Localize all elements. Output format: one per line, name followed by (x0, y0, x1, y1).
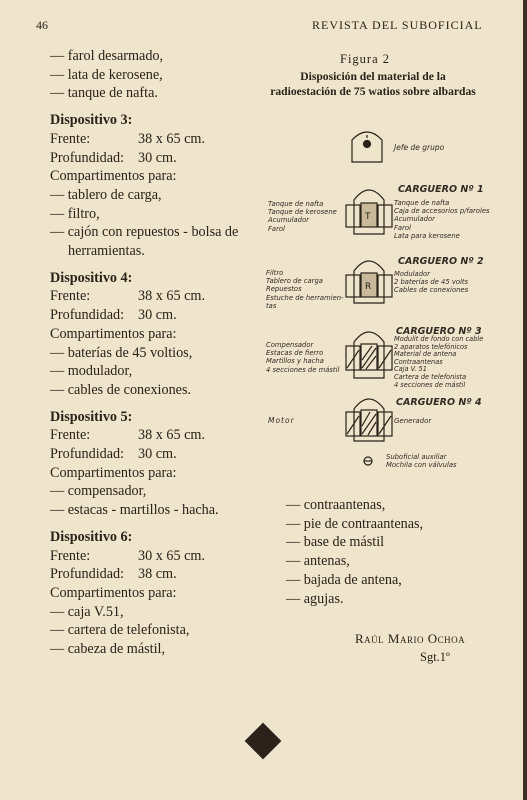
label-line: Caja V. 51 (394, 365, 427, 374)
label-line: Mochila con válvulas (386, 461, 457, 470)
label-line: tas (266, 301, 277, 310)
label-line: Caja de accesorios p/faroles (394, 207, 490, 216)
section-title: Dispositivo 5: (50, 408, 133, 425)
section-title: Dispositivo 3: (50, 112, 133, 129)
label-line: Acumulador (268, 216, 309, 225)
list-item: — estacas - martillos - hacha. (50, 502, 219, 519)
list-item: — cajón con repuestos - bolsa de (50, 224, 239, 241)
label-line: Suboficial auxiliar (386, 453, 447, 461)
carguero-3-title: CARGUERO Nº 3 (396, 326, 482, 337)
jefe-marker (364, 141, 371, 148)
list-item: — caja V.51, (50, 603, 124, 620)
list-item: — cartera de telefonista, (50, 622, 190, 639)
label-line: Farol (394, 223, 411, 232)
spec-label: Profundidad: (50, 307, 125, 324)
spec-value: 30 x 65 cm. (138, 547, 205, 564)
spec-label: Frente: (50, 288, 91, 305)
label-line: Compensador (266, 341, 314, 349)
label-line: Tanque de nafta (394, 199, 450, 207)
spec-value: 38 x 65 cm. (138, 130, 205, 147)
compartments-label: Compartimentos para: (50, 584, 177, 601)
label-line: Modulador (394, 270, 430, 278)
page-number: 46 (36, 18, 48, 32)
section-title: Dispositivo 4: (50, 269, 133, 286)
running-title: REVISTA DEL SUBOFICIAL (312, 18, 483, 32)
carguero-2-title: CARGUERO Nº 2 (398, 256, 484, 267)
label-line: Modulit de fondo con cable (394, 335, 484, 343)
spec-value: 38 x 65 cm. (138, 427, 205, 444)
label-line: Acumulador (394, 215, 435, 224)
list-item: — filtro, (50, 205, 100, 222)
spec-label: Profundidad: (50, 446, 125, 463)
spec-value: 30 cm. (138, 149, 177, 166)
label-line: Farol (268, 224, 285, 233)
label-line: Estuche de herramien- (266, 293, 344, 302)
carguero-4-left-label: Motor (268, 416, 295, 425)
spec-label: Profundidad: (50, 566, 125, 583)
right-column (286, 496, 506, 608)
label-line: Lata para kerosene (394, 231, 460, 240)
carguero-3-right-labels (394, 336, 483, 389)
label-line: Tanque de nafta (268, 200, 324, 208)
carguero-1-right-labels (394, 199, 490, 240)
spec-value: 30 cm. (138, 307, 177, 324)
jefe-label: Jefe de grupo (394, 143, 445, 152)
compartments-label: Compartimentos para: (50, 168, 177, 185)
label-line: Contraantenas (394, 357, 443, 366)
list-item: — modulador, (50, 363, 133, 380)
list-item: — tablero de carga, (50, 186, 162, 203)
label-line: 4 secciones de mástil (394, 380, 466, 389)
section-title: Dispositivo 6: (50, 528, 133, 545)
list-item: — cables de conexiones. (50, 381, 192, 398)
list-item: — bajada de antena, (286, 571, 402, 588)
label-line: 4 secciones de mástil (266, 365, 340, 374)
list-item: — pie de contraantenas, (286, 515, 424, 532)
list-item: — agujas. (286, 590, 344, 607)
label-line: Estacas de fierro (266, 349, 324, 358)
carguero-4-title: CARGUERO Nº 4 (396, 397, 482, 408)
label-line: Material de antena (394, 350, 457, 359)
list-item: — antenas, (286, 553, 350, 570)
carguero-1-title: CARGUERO Nº 1 (398, 184, 484, 195)
label-line: Cables de conexiones (394, 286, 469, 295)
carguero-2-center-glyph: R (365, 282, 372, 292)
label-line: Filtro (266, 269, 284, 277)
author-rank: Sgt.1º (420, 650, 450, 664)
carguero-1-center-glyph: T (365, 212, 371, 222)
author-name: Raúl Mario Ochoa (355, 631, 466, 646)
label-line: Tablero de carga (266, 277, 323, 286)
compartments-label: Compartimentos para: (50, 464, 177, 481)
spec-value: 30 cm. (138, 446, 177, 463)
spec-label: Frente: (50, 130, 91, 147)
list-item: — contraantenas, (286, 497, 386, 513)
spec-label: Frente: (50, 427, 91, 444)
figure-label: Figura 2 (340, 52, 391, 66)
list-item: — base de mástil (286, 534, 385, 551)
label-line: Tanque de kerosene (268, 208, 337, 217)
carguero-4-right-label: Generador (394, 417, 432, 425)
carguero-3-shape (346, 332, 392, 378)
list-item: — cabeza de mástil, (50, 641, 166, 658)
carguero-3-left-labels (266, 341, 339, 374)
spec-value: 38 cm. (138, 566, 177, 583)
suboficial-labels (386, 453, 457, 470)
list-item: — baterías de 45 voltios, (50, 344, 193, 361)
label-line: Repuestos (266, 285, 302, 294)
list-item-continuation: herramientas. (68, 243, 145, 260)
carguero-2-left-labels (266, 269, 344, 310)
figure-caption: Disposición del material de la radioestación de 75 watios sobre albardas (270, 70, 476, 98)
list-item: — lata de kerosene, (50, 66, 163, 83)
label-line: 2 baterías de 45 volts (394, 278, 469, 287)
list-item: — compensador, (50, 483, 147, 500)
spec-value: 38 x 65 cm. (138, 288, 205, 305)
label-line: Martillos y hacha (266, 357, 324, 366)
label-line: 2 aparatos telefónicos (394, 342, 468, 351)
carguero-2-right-labels (394, 270, 468, 295)
spec-label: Profundidad: (50, 149, 125, 166)
compartments-label: Compartimentos para: (50, 325, 177, 342)
spec-label: Frente: (50, 547, 91, 564)
carguero-4-shape (346, 399, 392, 441)
carguero-1-left-labels (268, 200, 337, 233)
label-line: Cartera de telefonista (394, 372, 467, 381)
list-item: — tanque de nafta. (50, 85, 158, 102)
list-item: — farol desarmado, (50, 48, 164, 64)
